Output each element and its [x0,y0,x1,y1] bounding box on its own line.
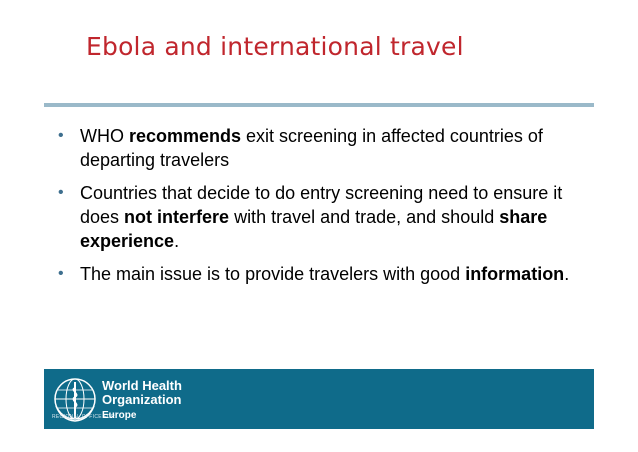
bullet-item [58,181,578,253]
bullet-text-segment: Countries that decide to do entry screening need to ensure it does [80,183,563,227]
bullet-bold-segment: recommends [129,126,242,146]
organization-name-line2: Organization [102,392,182,407]
region-name: Europe [102,410,137,421]
regional-office-label: REGIONAL OFFICE FOR [52,414,116,420]
bullet-text-segment: WHO [80,126,129,146]
bullet-text-segment: with travel and trade, and should [229,207,500,227]
footer-banner [44,369,594,429]
bullet-dot-icon: • [58,184,64,201]
bullet-dot-icon: • [58,265,64,282]
bullet-bold-segment: information [465,264,565,284]
organization-name [102,379,182,407]
slide-title: Ebola and international travel [86,32,464,61]
bullet-text-segment: exit screening in affected countries of departing travelers [80,126,543,170]
bullet-list [58,124,578,295]
bullet-text-segment: . [564,264,570,284]
bullet-item [58,262,578,286]
bullet-bold-segment: not interfere [124,207,230,227]
title-divider [44,103,594,107]
bullet-item [58,124,578,172]
bullet-text-segment: . [174,231,180,251]
bullet-bold-segment: share experience [80,207,548,251]
bullet-text-segment: The main issue is to provide travelers with good [80,264,466,284]
bullet-dot-icon: • [58,127,64,144]
organization-name-line1: World Health [102,378,182,393]
